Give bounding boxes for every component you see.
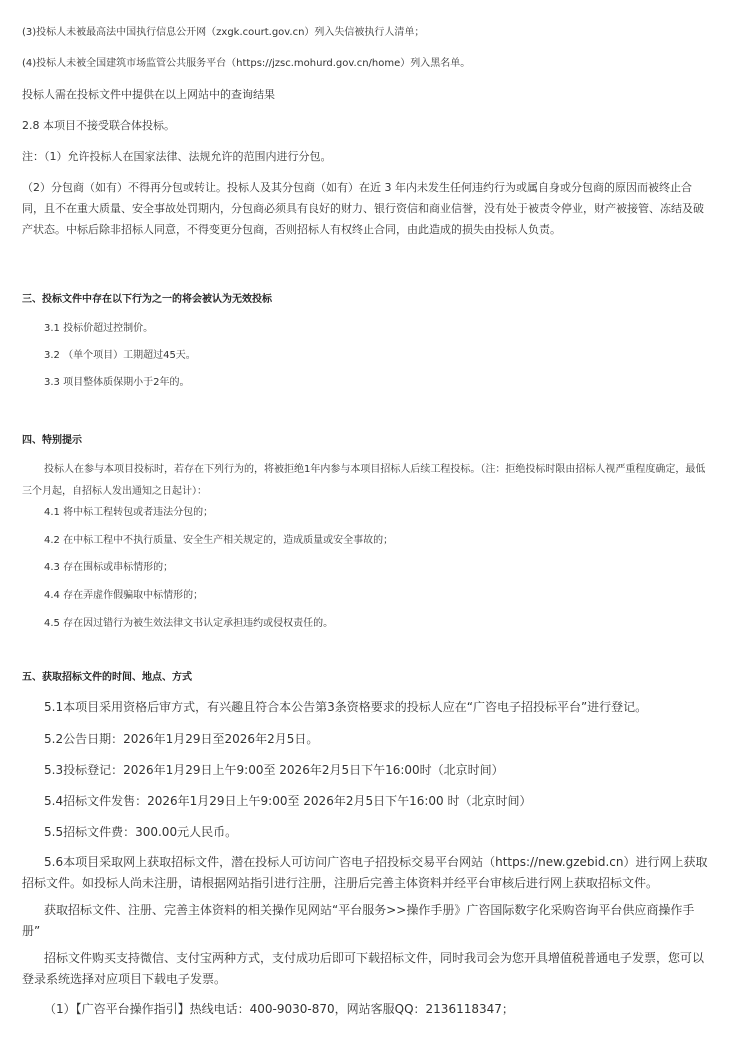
- section-5-title: 五、获取招标文件的时间、地点、方式: [22, 672, 192, 683]
- subcontract-note-2: （2）分包商（如有）不得再分包或转让。投标人及其分包商（如有）在近 3 年内未发生任何违约行为或属自身或分包商的原因而被终止合同，且不在重大质量、安全事故处罚期内，分包商必须具有良好的财力、银行资信和商业信誉，没有处于被责令停业，财产被接管、冻结及破产状态。中标后除非招标人同意，不得变更分包商，否则招标人有权终止合同，由此造成的损失由投标人负责。: [22, 181, 704, 236]
- subcontract-note-1: 注：（1）允许投标人在国家法律、法规允许的范围内进行分包。: [22, 150, 332, 163]
- clause-5-3: 5.3投标登记：2026年1月29日上午9:00至 2026年2月5日下午16:00时（北京时间）: [44, 763, 504, 777]
- clause-5-2: 5.2公告日期：2026年1月29日至2026年2月5日。: [44, 732, 319, 746]
- clause-5-4: 5.4招标文件发售：2026年1月29日上午9:00至 2026年2月5日下午16:00 时（北京时间）: [44, 794, 532, 808]
- clause-5-1: 5.1本项目采用资格后审方式，有兴趣且符合本公告第3条资格要求的投标人应在“广咨电子招投标平台”进行登记。: [44, 700, 648, 714]
- clause-5-6: 5.6本项目采取网上获取招标文件，潜在投标人可访问广咨电子招投标交易平台网站（https://new.gzebid.cn）进行网上获取招标文件。如投标人尚未注册，请根据网站指引进行注册，注册后完善主体资料并经平台审核后进行网上获取招标文件。: [22, 855, 708, 890]
- section-4-intro: 投标人在参与本项目投标时，若存在下列行为的，将被拒绝1年内参与本项目招标人后续工程投标。（注：拒绝投标时限由招标人视严重程度确定，最低三个月起，自招标人发出通知之日起计）：: [22, 464, 706, 497]
- clause-4-5: 4.5 存在因过错行为被生效法律文书认定承担违约或侵权责任的。: [44, 618, 334, 629]
- payment-note: 招标文件购买支持微信、支付宝两种方式，支付成功后即可下载招标文件，同时我司会为您开具增值税普通电子发票，您可以登录系统选择对应项目下载电子发票。: [22, 951, 705, 986]
- manual-guide: 获取招标文件、注册、完善主体资料的相关操作见网站“平台服务>>操作手册》广咨国际数字化采购咨询平台供应商操作手册”: [22, 903, 695, 938]
- condition-3: (3)投标人未被最高法中国执行信息公开网（zxgk.court.gov.cn）列入失信被执行人清单；: [22, 27, 425, 38]
- clause-4-2: 4.2 在中标工程中不执行质量、安全生产相关规定的，造成质量或安全事故的；: [44, 535, 394, 546]
- section-3-title: 三、投标文件中存在以下行为之一的将会被认为无效投标: [22, 294, 272, 305]
- clause-4-1: 4.1 将中标工程转包或者违法分包的；: [44, 507, 214, 518]
- hotline: （1）【广咨平台操作指引】热线电话：400-9030-870，网站客服QQ：2136118347；: [44, 1002, 514, 1016]
- clause-5-5: 5.5招标文件费：300.00元人民币。: [44, 825, 238, 839]
- clause-4-4: 4.4 存在弄虚作假骗取中标情形的；: [44, 590, 204, 601]
- query-result-note: 投标人需在投标文件中提供在以上网站中的查询结果: [22, 88, 275, 101]
- clause-3-3: 3.3 项目整体质保期小于2年的。: [44, 377, 190, 388]
- clause-2-8: 2.8 本项目不接受联合体投标。: [22, 119, 175, 132]
- section-4-title: 四、特别提示: [22, 435, 82, 446]
- clause-3-1: 3.1 投标价超过控制价。: [44, 323, 154, 334]
- clause-4-3: 4.3 存在围标或串标情形的；: [44, 562, 174, 573]
- clause-3-2: 3.2 （单个项目）工期超过45天。: [44, 350, 196, 361]
- condition-4: (4)投标人未被全国建筑市场监管公共服务平台（https://jzsc.mohurd.gov.cn/home）列入黑名单。: [22, 58, 471, 69]
